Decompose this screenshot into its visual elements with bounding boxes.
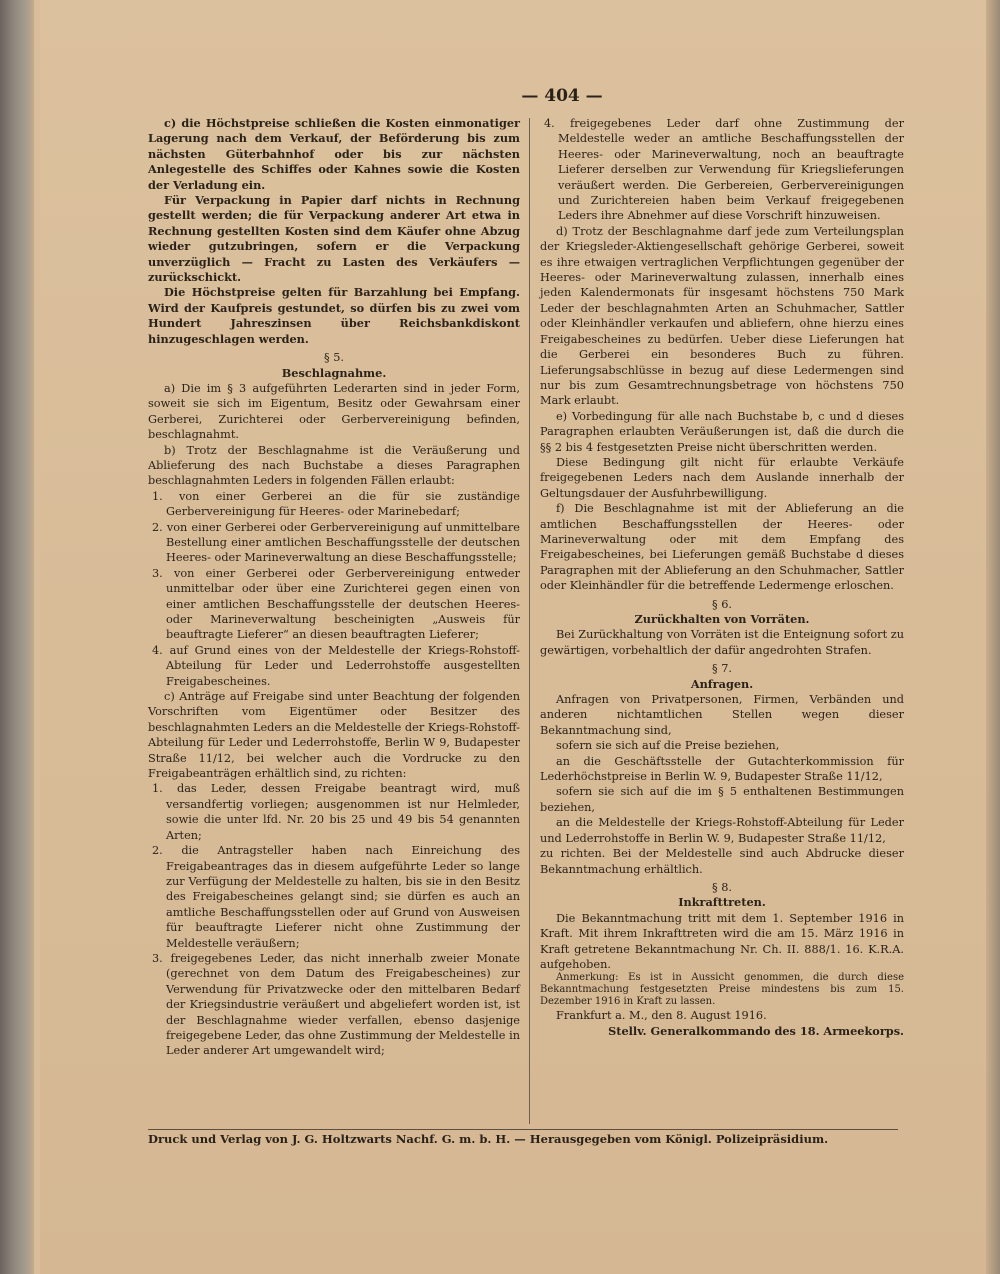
list-item: 3. von einer Gerberei oder Gerbervereinigung entweder unmittelbar oder über eine Zurichterei gegen einen von einer amtlichen Beschaffungsstelle der deutschen Heeres- oder Marineverwaltung bescheinigten „Ausweis für beauftragte Lieferer“ an diesen beauftragten Lieferer; <box>152 566 520 642</box>
para-7-l1: sofern sie sich auf die Preise beziehen, <box>556 739 780 753</box>
para-5e2: Diese Bedingung gilt nicht für erlaubte Verkäufe freigegebenen Leders nach dem Auslande innerhalb der Geltungsdauer der Ausfuhrbewilligung. <box>540 455 904 500</box>
para-5d: d) Trotz der Beschlagnahme darf jede zum Verteilungsplan der Kriegsleder-Aktiengesellschaft gehörige Gerberei, soweit es ihre etwaigen vertraglichen Verpflichtungen gegenüber der Heeres- oder Marineverwaltung zulassen, innerhalb eines jeden Kalendermonats für insgesamt höchstens 750 Mark Leder der beschlagnahmten Arten an Schuhmacher, Sattler oder Kleinhändler verkaufen und abliefern, ohne hierzu eines Freigabescheines zu bedürfen. Ueber diese Lieferungen hat die Gerberei ein besonderes Buch zu führen. Lieferungsabschlüsse in bezug auf diese Ledermengen sind nur bis zum Gesamtrechnungsbetrage von höchstens 750 Mark erlaubt. <box>540 224 904 408</box>
section-7-heading: § 7. <box>711 662 733 676</box>
date-line: Frankfurt a. M., den 8. August 1916. <box>556 1009 767 1023</box>
right-column <box>540 116 904 1039</box>
page-edge <box>986 0 1000 1274</box>
para-5b: b) Trotz der Beschlagnahme ist die Veräußerung und Ablieferung des nach Buchstabe a dieses Paragraphen beschlagnahmten Leders in folgenden Fällen erlaubt: <box>148 443 520 488</box>
para-5e: e) Vorbedingung für alle nach Buchstabe b, c und d dieses Paragraphen erlaubten Veräußerungen ist, daß die durch die §§ 2 bis 4 festgesetzten Preise nicht überschritten werden. <box>540 409 904 454</box>
para-5a: a) Die im § 3 aufgeführten Lederarten sind in jeder Form, soweit sie sich im Eigentum, Besitz oder Gewahrsam einer Gerberei, Zurichterei oder Gerbervereinigung befinden, beschlagnahmt. <box>148 381 520 442</box>
section-7-title: Anfragen. <box>690 676 754 691</box>
section-5-title: Beschlagnahme. <box>281 365 387 380</box>
page-number: — 404 — <box>521 86 603 106</box>
list-item: 2. die Antragsteller haben nach Einreichung des Freigabeantrages das in diesem aufgeführte Leder so lange zur Verfügung der Meldestelle zu halten, bis sie in den Besitz des Freigabescheines gelangt sind; sie dürfen es auch an amtliche Beschaffungsstellen oder auf Grund von Ausweisen für beauftragte Lieferer nicht ohne Zustimmung der Meldestelle veräußern; <box>152 844 520 950</box>
para-cash: Die Höchstpreise gelten für Barzahlung bei Empfang. Wird der Kaufpreis gestundet, so dürfen bis zu zwei vom Hundert Jahreszinsen über Reichsbankdiskont hinzugeschlagen werden. <box>148 285 520 346</box>
list-item: 4. auf Grund eines von der Meldestelle der Kriegs-Rohstoff-Abteilung für Leder und Lederrohstoffe ausgestellten Freigabescheines. <box>152 643 520 688</box>
list-item: 4. freigegebenes Leder darf ohne Zustimmung der Meldestelle weder an amtliche Beschaffungsstellen der Heeres- oder Marineverwaltung, noch an beauftragte Lieferer derselben zur Verwendung für Kriegslieferungen veräußert werden. Die Gerbereien, Gerbervereinigungen und Zurichtereien haben beim Verkauf freigegebenen Leders ihre Abnehmer auf diese Vorschrift hinzuweisen. <box>544 117 904 223</box>
list-item: 2. von einer Gerberei oder Gerbervereinigung auf unmittelbare Bestellung einer amtlichen Beschaffungsstelle der deutschen Heeres- oder Marineverwaltung an diese Beschaffungsstelle; <box>152 520 520 565</box>
column-divider <box>529 118 530 1124</box>
para-packaging: Für Verpackung in Papier darf nichts in Rechnung gestellt werden; die für Verpackung anderer Art etwa in Rechnung gestellten Kosten sind dem Käufer ohne Abzug wieder gutzubringen, sofern er die Verpackung unverzüglich — Fracht zu Lasten des Verkäufers — zurückschickt. <box>148 193 520 285</box>
section-8-heading: § 8. <box>711 880 733 894</box>
para-7: Anfragen von Privatpersonen, Firmen, Verbänden und anderen nichtamtlichen Stellen wegen dieser Bekanntmachung sind, <box>540 693 904 737</box>
book-spine <box>0 0 34 1274</box>
list-item: 1. das Leder, dessen Freigabe beantragt wird, muß versandfertig vorliegen; ausgenommen ist nur Helmleder, sowie die unter lfd. Nr. 20 bis 25 und 49 bis 54 genannten Arten; <box>152 782 520 842</box>
section-8-title: Inkrafttreten. <box>678 895 766 910</box>
para-6: Bei Zurückhaltung von Vorräten ist die Enteignung sofort zu gewärtigen, vorbehaltlich der dafür angedrohten Strafen. <box>540 628 904 657</box>
section-6-heading: § 6. <box>711 597 733 611</box>
para-7-l2: an die Geschäftsstelle der Gutachterkommission für Lederhöchstpreise in Berlin W. 9, Budapester Straße 11/12, <box>540 754 904 784</box>
section-6-title: Zurückhalten von Vorräten. <box>634 612 810 626</box>
para-8: Die Bekanntmachung tritt mit dem 1. September 1916 in Kraft. Mit ihrem Inkrafttreten wird die am 15. März 1916 in Kraft getretene Bekanntmachung Nr. Ch. II. 888/1. 16. K.R.A. aufgehoben. <box>540 911 904 971</box>
imprint-line: Druck und Verlag von J. G. Holtzwarts Nachf. G. m. b. H. — Herausgegeben vom Königl. Polizeipräsidium. <box>148 1129 898 1146</box>
para-5f: f) Die Beschlagnahme ist mit der Ablieferung an die amtlichen Beschaffungsstellen der Heeres- oder Marineverwaltung oder mit dem Empfang des Freigabescheines, bei Lieferungen gemäß Buchstabe d dieses Paragraphen mit der Ablieferung an den Schuhmacher, Sattler oder Kleinhändler für die betreffende Ledermenge erloschen. <box>540 502 904 593</box>
para-7-l4: an die Meldestelle der Kriegs-Rohstoff-Abteilung für Leder und Lederrohstoffe in Berlin W. 9, Budapester Straße 11/12, <box>540 816 904 845</box>
signature: Stellv. Generalkommando des 18. Armeekorps. <box>608 1023 904 1038</box>
list-item: 1. von einer Gerberei an die für sie zuständige Gerbervereinigung für Heeres- oder Marinebedarf; <box>152 489 520 519</box>
para-7-l3: sofern sie sich auf die im § 5 enthaltenen Bestimmungen beziehen, <box>540 785 904 814</box>
para-c-intro: c) die Höchstpreise schließen die Kosten einmonatiger Lagerung nach dem Verkauf, der Beförderung bis zum nächsten Güterbahnhof oder bis zur nächsten Anlegestelle des Schiffes oder Kahnes sowie die Kosten der Verladung ein. <box>148 116 520 192</box>
para-7-l5: zu richten. Bei der Meldestelle sind auch Abdrucke dieser Bekanntmachung erhältlich. <box>540 847 904 876</box>
list-item: 3. freigegebenes Leder, das nicht innerhalb zweier Monate (gerechnet von dem Datum des Freigabescheines) zur Verwendung für Privatzwecke oder den mittelbaren Bedarf der Kriegsindustrie veräußert und abgeliefert worden ist, ist der Beschlagnahme wieder verfallen, ebenso dasjenige freigegebene Leder, das ohne Zustimmung der Meldestelle in Leder anderer Art umgewandelt wird; <box>152 951 520 1058</box>
para-5c: c) Anträge auf Freigabe sind unter Beachtung der folgenden Vorschriften vom Eigentümer oder Besitzer des beschlagnahmten Leders an die Meldestelle der Kriegs-Rohstoff-Abteilung für Leder und Lederrohstoffe, Berlin W 9, Budapester Straße 11/12, bei welcher auch die Vordrucke zu den Freigabeanträgen erhältlich sind, zu richten: <box>148 690 520 781</box>
section-5-heading: § 5. <box>323 351 345 365</box>
note: Anmerkung: Es ist in Aussicht genommen, die durch diese Bekanntmachung festgesetzten Preise mindestens bis zum 15. Dezember 1916 in Kraft zu lassen. <box>540 972 904 1008</box>
left-column <box>148 116 520 1059</box>
